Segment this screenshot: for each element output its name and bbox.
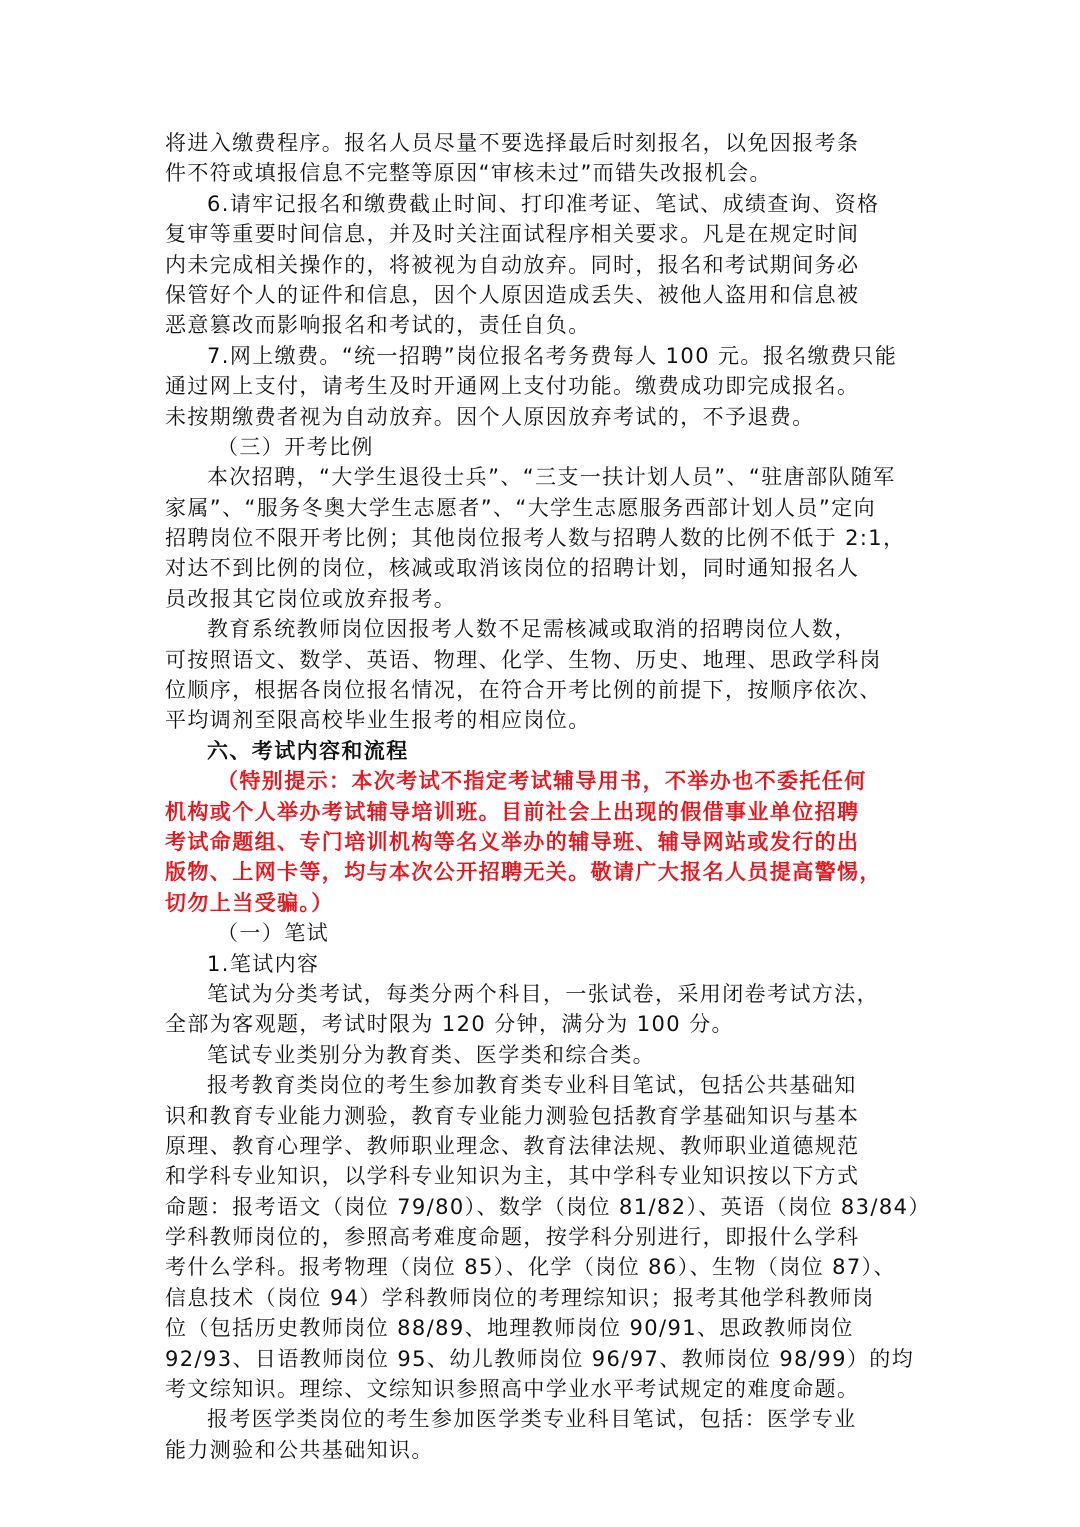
text-line: 识和教育专业能力测验，教育专业能力测验包括教育学基础知识与基本 — [165, 1103, 860, 1128]
text-line: 保管好个人的证件和信息，因个人原因造成丢失、被他人盗用和信息被 — [165, 282, 860, 307]
text-line: 6.请牢记报名和缴费截止时间、打印准考证、笔试、成绩查询、资格 — [207, 191, 880, 216]
text-line: 报考医学类岗位的考生参加医学类专业科目笔试，包括：医学专业 — [207, 1407, 857, 1432]
text-line: 件不符或填报信息不完整等原因“审核未过”而错失改报机会。 — [165, 161, 772, 186]
text-line: 对达不到比例的岗位，核减或取消该岗位的招聘计划，同时通知报名人 — [165, 556, 860, 581]
text-line: 1.笔试内容 — [207, 951, 320, 976]
text-line: 教育系统教师岗位因报考人数不足需核减或取消的招聘岗位人数， — [207, 617, 857, 642]
text-line: 可按照语文、数学、英语、物理、化学、生物、历史、地理、思政学科岗 — [165, 647, 882, 672]
special-notice-line: 考试命题组、专门培训机构等名义举办的辅导班、辅导网站或发行的出 — [165, 829, 860, 854]
special-notice-line: 切勿上当受骗。） — [165, 890, 334, 915]
text-line: 信息技术（岗位 94）学科教师岗位的考理综知识；报考其他学科教师岗 — [165, 1285, 875, 1310]
text-line: 笔试为分类考试，每类分两个科目，一张试卷，采用闭卷考试方法， — [207, 981, 879, 1006]
text-line: 全部为客观题，考试时限为 120 分钟，满分为 100 分。 — [165, 1012, 734, 1037]
section-heading: 六、考试内容和流程 — [207, 738, 409, 763]
text-line: 位顺序，根据各岗位报名情况，在符合开考比例的前提下，按顺序依次、 — [165, 678, 882, 703]
special-notice-line: 机构或个人举办考试辅导培训班。目前社会上出现的假借事业单位招聘 — [165, 799, 860, 824]
text-line: 平均调剂至限高校毕业生报考的相应岗位。 — [165, 708, 591, 733]
text-line: 本次招聘，“大学生退役士兵”、“三支一扶计划人员”、“驻唐部队随军 — [207, 465, 896, 490]
text-line: 和学科专业知识，以学科专业知识为主，其中学科专业知识按以下方式 — [165, 1164, 860, 1189]
document-body — [165, 128, 931, 1465]
text-line: 将进入缴费程序。报名人员尽量不要选择最后时刻报名，以免因报考条 — [165, 131, 860, 155]
text-line: 复审等重要时间信息，并及时关注面试程序相关要求。凡是在规定时间 — [165, 222, 860, 247]
text-line: 7.网上缴费。“统一招聘”岗位报名考务费每人 100 元。报名缴费只能 — [207, 343, 898, 368]
text-line: （一）笔试 — [217, 921, 329, 946]
text-line: 通过网上支付，请考生及时开通网上支付功能。缴费成功即完成报名。 — [165, 374, 860, 399]
special-notice-line: （特别提示：本次考试不指定考试辅导用书，不举办也不委托任何 — [217, 769, 867, 794]
text-line: 位（包括历史教师岗位 88/89、地理教师岗位 90/91、思政教师岗位 — [165, 1316, 854, 1341]
special-notice-line: 版物、上网卡等，均与本次公开招聘无关。敬请广大报名人员提高警惕， — [165, 860, 882, 885]
text-line: 未按期缴费者视为自动放弃。因个人原因放弃考试的，不予退费。 — [165, 404, 815, 429]
text-line: 笔试专业类别分为教育类、医学类和综合类。 — [207, 1042, 655, 1067]
text-line: 92/93、日语教师岗位 95、幼儿教师岗位 96/97、教师岗位 98/99）的均 — [165, 1346, 915, 1371]
text-line: （三）开考比例 — [217, 434, 374, 459]
text-line: 能力测验和公共基础知识。 — [165, 1437, 434, 1462]
text-line: 考文综知识。理综、文综知识参照高中学业水平考试规定的难度命题。 — [165, 1377, 860, 1402]
text-line: 报考教育类岗位的考生参加教育类专业科目笔试，包括公共基础知 — [207, 1073, 857, 1098]
text-line: 原理、教育心理学、教师职业理念、教育法律法规、教师职业道德规范 — [165, 1133, 860, 1158]
text-line: 招聘岗位不限开考比例；其他岗位报考人数与招聘人数的比例不低于 2:1， — [165, 526, 906, 551]
text-line: 家属”、“服务冬奥大学生志愿者”、“大学生志愿服务西部计划人员”定向 — [165, 495, 876, 520]
text-line: 员改报其它岗位或放弃报考。 — [165, 586, 457, 611]
text-line: 内未完成相关操作的，将被视为自动放弃。同时，报名和考试期间务必 — [165, 252, 860, 277]
text-line: 学科教师岗位的，参照高考难度命题，按学科分别进行，即报什么学科 — [165, 1225, 860, 1250]
text-line: 恶意篡改而影响报名和考试的，责任自负。 — [165, 313, 591, 338]
text-line: 考什么学科。报考物理（岗位 85）、化学（岗位 86）、生物（岗位 87）、 — [165, 1255, 896, 1280]
text-line: 命题：报考语文（岗位 79/80）、数学（岗位 81/82）、英语（岗位 83/84） — [165, 1194, 931, 1219]
